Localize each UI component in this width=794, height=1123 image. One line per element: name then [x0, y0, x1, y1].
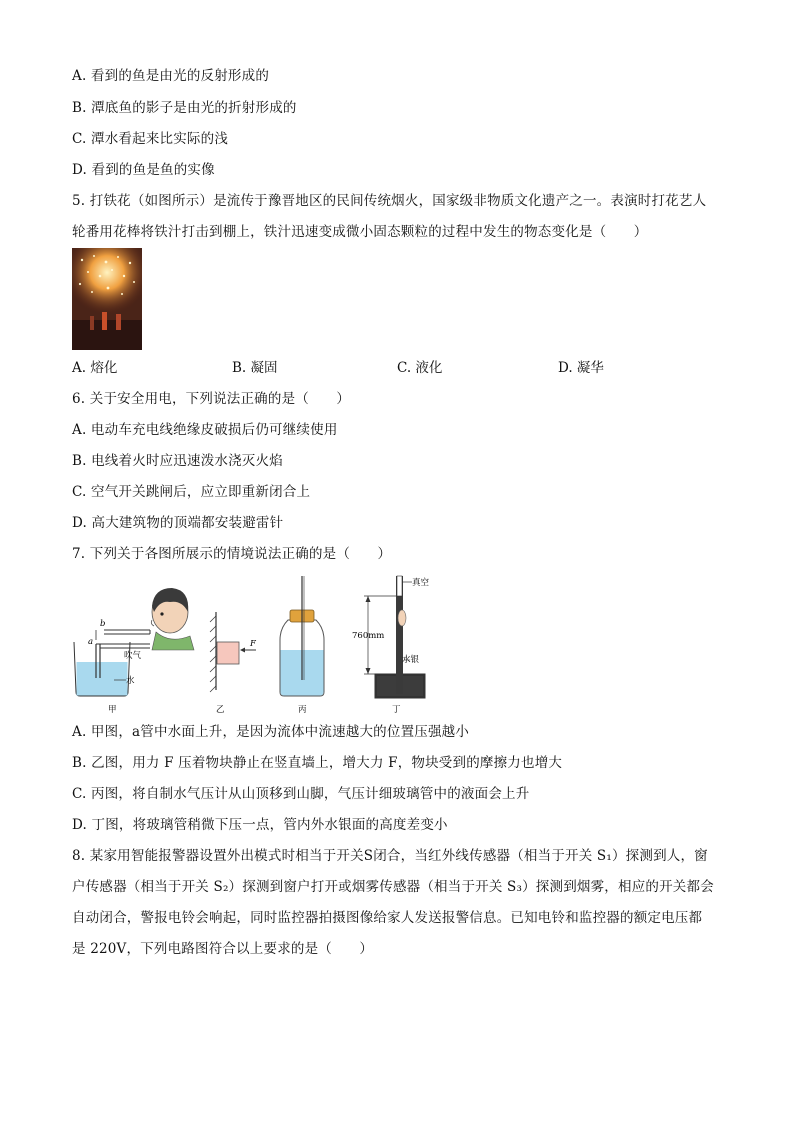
q4-option-b: B. 潭底鱼的影子是由光的折射形成的 — [72, 100, 297, 116]
q4-option-c: C. 潭水看起来比实际的浅 — [72, 131, 229, 147]
q8-stem-line1: 8. 某家用智能报警器设置外出模式时相当于开关S闭合，当红外线传感器（相当于开关 S₁）探测到人，窗 — [72, 848, 708, 864]
caption-ding: 丁 — [392, 705, 401, 715]
caption-bing: 丙 — [298, 705, 307, 715]
q8-stem-line2: 户传感器（相当于开关 S₂）探测到窗户打开或烟雾传感器（相当于开关 S₃）探测到烟雾，相应的开关都会 — [72, 879, 714, 895]
q6-option-d: D. 高大建筑物的顶端都安装避雷针 — [72, 515, 284, 531]
q6-option-a: A. 电动车充电线绝缘皮破损后仍可继续使用 — [72, 422, 338, 438]
q6-option-c: C. 空气开关跳闸后，应立即重新闭合上 — [72, 484, 311, 500]
label-height: 760mm — [352, 631, 385, 641]
figure-jia — [74, 588, 194, 715]
iron-flower-illustration — [72, 248, 142, 350]
label-mercury: 水银 — [402, 655, 420, 665]
q5-stem-line2: 轮番用花棒将铁汁打击到棚上，铁汁迅速变成微小固态颗粒的过程中发生的物态变化是（ ） — [72, 224, 648, 240]
label-vacuum: 真空 — [412, 578, 430, 588]
label-force: F — [250, 639, 256, 649]
q7-option-c: C. 丙图，将自制水气压计从山顶移到山脚，气压计细玻璃管中的液面会上升 — [72, 786, 530, 802]
q5-stem-line1: 5. 打铁花（如图所示）是流传于豫晋地区的民间传统烟火，国家级非物质文化遗产之一。表演时打花艺人 — [72, 193, 707, 209]
q8-stem-line4: 是 220V，下列电路图符合以上要求的是（ ） — [72, 941, 374, 957]
q7-option-b: B. 乙图，用力 F 压着物块静止在竖直墙上，增大力 F，物块受到的摩擦力也增大 — [72, 755, 563, 771]
q7-option-a: A. 甲图，a管中水面上升，是因为流体中流速越大的位置压强越小 — [72, 724, 470, 740]
figure-ding — [352, 576, 430, 715]
q7-stem: 7. 下列关于各图所展示的情境说法正确的是（ ） — [72, 546, 392, 562]
label-blow: 吹气 — [124, 651, 142, 661]
label-b: b — [100, 619, 106, 629]
q7-option-d: D. 丁图，将玻璃管稍微下压一点，管内外水银面的高度差变小 — [72, 817, 448, 833]
figure-bing — [280, 576, 324, 715]
q5-option-c: C. 液化 — [397, 360, 443, 376]
q5-option-b: B. 凝固 — [232, 360, 278, 376]
q5-option-a: A. 熔化 — [72, 360, 118, 376]
q8-stem-line3: 自动闭合，警报电铃会响起，同时监控器拍摄图像给家人发送报警信息。已知电铃和监控器的额定电压都 — [72, 910, 703, 926]
figure-yi — [210, 612, 257, 715]
q4-option-d: D. 看到的鱼是鱼的实像 — [72, 162, 215, 178]
label-water: 水 — [126, 676, 135, 686]
q5-options — [72, 358, 722, 378]
q5-option-d: D. 凝华 — [558, 360, 604, 376]
label-a: a — [88, 637, 94, 647]
q4-option-a: A. 看到的鱼是由光的反射形成的 — [72, 68, 270, 84]
caption-jia: 甲 — [108, 705, 117, 715]
iron-flower-photo — [72, 248, 142, 350]
caption-yi: 乙 — [216, 705, 225, 715]
q6-option-b: B. 电线着火时应迅速泼水浇灭火焰 — [72, 453, 283, 469]
q7-figure — [66, 570, 436, 716]
q6-stem: 6. 关于安全用电，下列说法正确的是（ ） — [72, 391, 351, 407]
